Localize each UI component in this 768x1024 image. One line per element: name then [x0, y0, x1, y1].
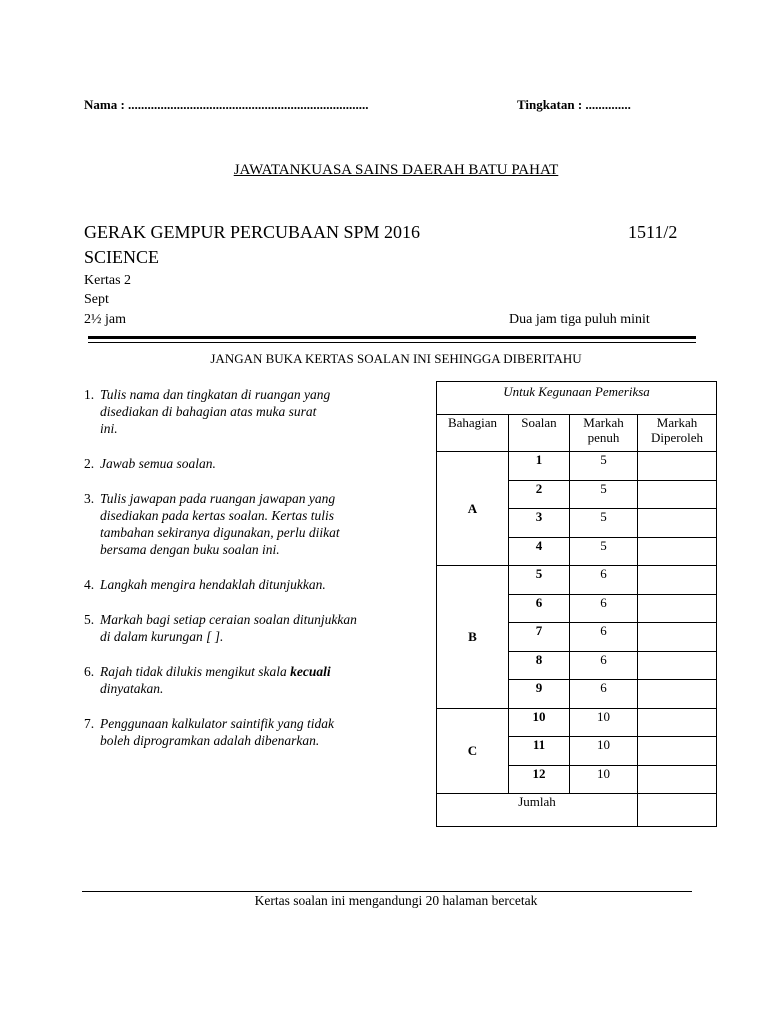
instruction-text: Jawab semua soalan.: [100, 456, 216, 471]
instruction-text: Markah bagi setiap ceraian soalan ditunjukkan di dalam kurungan [ ].: [100, 612, 357, 644]
table-row: [437, 452, 717, 481]
exam-title: GERAK GEMPUR PERCUBAAN SPM 2016: [84, 222, 421, 242]
full-marks: 10: [570, 708, 638, 737]
marks-obtained-cell: [638, 452, 717, 481]
instruction-number: 4.: [84, 577, 95, 592]
exam-duration-words: Dua jam tiga puluh minit: [509, 312, 650, 327]
instruction-item: [84, 663, 414, 697]
full-marks: 5: [570, 480, 638, 509]
instruction-item: [84, 576, 414, 593]
full-marks: 10: [570, 765, 638, 794]
instructions-list: [84, 386, 414, 767]
total-label: Jumlah: [437, 794, 638, 827]
full-marks: 6: [570, 566, 638, 595]
section-label: A: [437, 452, 509, 566]
instruction-number: 5.: [84, 612, 95, 627]
instruction-item: [84, 490, 414, 558]
question-number: 1: [509, 452, 570, 481]
paper-number: Kertas 2: [84, 273, 132, 288]
question-number: 2: [509, 480, 570, 509]
full-marks: 5: [570, 509, 638, 538]
section-label: C: [437, 708, 509, 794]
question-number: 7: [509, 623, 570, 652]
instruction-item: [84, 611, 414, 645]
examiner-table: [436, 381, 717, 827]
instruction-text: Penggunaan kalkulator saintifik yang tidak boleh diprogramkan adalah dibenarkan.: [100, 716, 334, 748]
examiner-table-title: Untuk Kegunaan Pemeriksa: [437, 382, 717, 415]
instruction-item: [84, 386, 414, 437]
full-marks: 10: [570, 737, 638, 766]
full-marks: 5: [570, 452, 638, 481]
instruction-item: [84, 715, 414, 749]
marks-obtained-cell: [638, 480, 717, 509]
col-header-full-marks: Markah penuh: [570, 415, 638, 452]
instruction-text-part: Rajah tidak dilukis mengikut skala: [100, 664, 291, 679]
question-number: 8: [509, 651, 570, 680]
question-number: 4: [509, 537, 570, 566]
table-row: [437, 566, 717, 595]
full-marks: 6: [570, 680, 638, 709]
footer-divider: [82, 891, 692, 892]
instruction-emphasis: kecuali: [290, 664, 331, 679]
exam-month: Sept: [84, 292, 109, 307]
header-divider-thin: [88, 342, 696, 343]
header-divider-thick: [88, 336, 696, 339]
instruction-text: [100, 663, 331, 697]
marks-obtained-cell: [638, 680, 717, 709]
question-number: 10: [509, 708, 570, 737]
instruction-item: [84, 455, 414, 472]
instruction-number: 1.: [84, 387, 95, 402]
question-number: 9: [509, 680, 570, 709]
name-field-label: Nama : ..........................................................................: [84, 97, 369, 112]
marks-obtained-cell: [638, 594, 717, 623]
table-row: [437, 708, 717, 737]
exam-duration: 2½ jam: [84, 312, 126, 327]
question-number: 5: [509, 566, 570, 595]
marks-obtained-cell: [638, 509, 717, 538]
full-marks: 6: [570, 651, 638, 680]
marks-obtained-cell: [638, 765, 717, 794]
paper-code: 1511/2: [628, 222, 678, 242]
organizer-title: JAWATANKUASA SAINS DAERAH BATU PAHAT: [233, 162, 559, 178]
full-marks: 5: [570, 537, 638, 566]
instruction-number: 7.: [84, 716, 95, 731]
col-header-question: Soalan: [509, 415, 570, 452]
instruction-number: 6.: [84, 664, 95, 679]
instruction-text-part: dinyatakan.: [100, 681, 164, 696]
question-number: 6: [509, 594, 570, 623]
instruction-text: Tulis nama dan tingkatan di ruangan yang disediakan di bahagian atas muka surat ini.: [100, 387, 331, 436]
section-label: B: [437, 566, 509, 709]
page-count-note: Kertas soalan ini mengandungi 20 halaman bercetak: [254, 893, 538, 908]
instruction-number: 2.: [84, 456, 95, 471]
instruction-text: Langkah mengira hendaklah ditunjukkan.: [100, 577, 326, 592]
marks-obtained-cell: [638, 537, 717, 566]
marks-obtained-cell: [638, 623, 717, 652]
col-header-marks-obtained: Markah Diperoleh: [638, 415, 717, 452]
marks-obtained-cell: [638, 737, 717, 766]
instruction-number: 3.: [84, 491, 95, 506]
marks-obtained-cell: [638, 651, 717, 680]
instruction-text: Tulis jawapan pada ruangan jawapan yang disediakan pada kertas soalan. Kertas tulis tambahan sekiranya digunakan, perlu diikat bersama dengan buku soalan ini.: [100, 491, 340, 557]
full-marks: 6: [570, 623, 638, 652]
total-marks-cell: [638, 794, 717, 827]
full-marks: 6: [570, 594, 638, 623]
marks-obtained-cell: [638, 566, 717, 595]
col-header-section: Bahagian: [437, 415, 509, 452]
question-number: 3: [509, 509, 570, 538]
do-not-open-warning: JANGAN BUKA KERTAS SOALAN INI SEHINGGA DIBERITAHU: [210, 351, 582, 366]
form-field-label: Tingkatan : ..............: [517, 97, 631, 112]
marks-obtained-cell: [638, 708, 717, 737]
question-number: 11: [509, 737, 570, 766]
question-number: 12: [509, 765, 570, 794]
subject-title: SCIENCE: [84, 247, 160, 267]
